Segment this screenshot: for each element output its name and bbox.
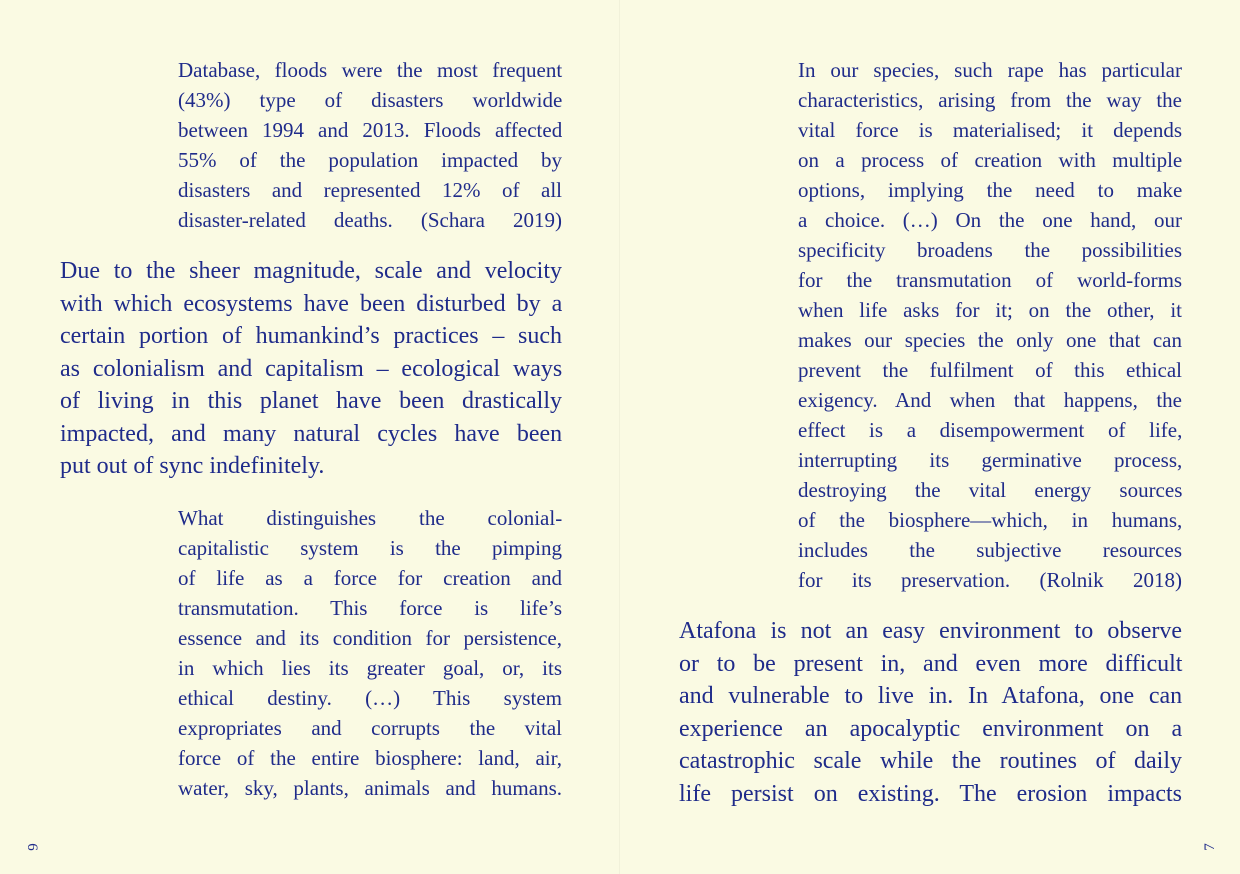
quote-line: includes the subjective resources — [798, 538, 1182, 562]
paragraph-line: Due to the sheer magnitude, scale and velocity — [60, 258, 562, 284]
quote-line: What distinguishes the colonial- — [178, 506, 563, 530]
block-quote-schara — [178, 55, 562, 235]
body-paragraph-atafona — [679, 615, 1182, 810]
paragraph-line: or to be present in, and even more difficult — [679, 650, 1183, 677]
page-number-left: 6 — [24, 843, 40, 851]
quote-line: when life asks for it; on the other, it — [798, 298, 1182, 322]
quote-line: disaster-related deaths. (Schara 2019) — [178, 208, 562, 232]
paragraph-line: life persist on existing. The erosion impacts — [679, 780, 1182, 807]
quote-line: Database, floods were the most frequent — [178, 58, 563, 82]
quote-line: on a process of creation with multiple — [798, 148, 1183, 172]
paragraph-line: of living in this planet have been drastically — [60, 388, 562, 414]
quote-line: effect is a disempowerment of life, — [798, 418, 1183, 442]
quote-line: interrupting its germinative process, — [798, 448, 1183, 472]
quote-line: for the transmutation of world-forms — [798, 268, 1183, 292]
quote-line: of life as a force for creation and — [178, 566, 562, 590]
quote-line: essence and its condition for persistence, — [178, 626, 562, 650]
paragraph-line: impacted, and many natural cycles have been — [60, 420, 563, 447]
body-paragraph-magnitude — [60, 255, 562, 483]
quote-line: In our species, such rape has particular — [798, 58, 1182, 82]
quote-line: specificity broadens the possibilities — [798, 238, 1183, 262]
paragraph-line: experience an apocalyptic environment on a — [679, 715, 1183, 742]
quote-line: destroying the vital energy sources — [798, 478, 1183, 502]
quote-line: options, implying the need to make — [798, 178, 1183, 202]
right-page — [620, 0, 1240, 874]
quote-line: between 1994 and 2013. Floods affected — [178, 118, 563, 142]
quote-line: characteristics, arising from the way the — [798, 88, 1182, 112]
quote-line: disasters and represented 12% of all — [178, 178, 562, 202]
quote-line: expropriates and corrupts the vital — [178, 716, 562, 740]
quote-line: vital force is materialised; it depends — [798, 118, 1182, 142]
paragraph-line: catastrophic scale while the routines of daily — [679, 748, 1182, 774]
block-quote-colonial-capitalistic — [178, 503, 562, 803]
paragraph-line: certain portion of humankind’s practices – such — [60, 323, 562, 349]
quote-line: exigency. And when that happens, the — [798, 388, 1182, 412]
quote-line: of the biosphere—which, in humans, — [798, 508, 1183, 532]
page-number-right: 7 — [1202, 843, 1218, 851]
quote-line: force of the entire biosphere: land, air, — [178, 746, 563, 770]
paragraph-line: put out of sync indefinitely. — [60, 453, 325, 479]
quote-line: water, sky, plants, animals and humans. — [178, 776, 562, 800]
paragraph-line: and vulnerable to live in. In Atafona, one can — [679, 683, 1183, 709]
quote-line: a choice. (…) On the one hand, our — [798, 208, 1182, 232]
paragraph-line: Atafona is not an easy environment to observe — [679, 618, 1182, 644]
paragraph-line: with which ecosystems have been disturbed by a — [60, 290, 563, 317]
quote-line: prevent the fulfilment of this ethical — [798, 358, 1182, 382]
quote-line: 55% of the population impacted by — [178, 148, 562, 172]
block-quote-rolnik — [798, 55, 1182, 595]
quote-line: makes our species the only one that can — [798, 328, 1182, 352]
quote-line: ethical destiny. (…) This system — [178, 686, 562, 710]
quote-line: capitalistic system is the pimping — [178, 536, 562, 560]
quote-line: in which lies its greater goal, or, its — [178, 656, 562, 680]
paragraph-line: as colonialism and capitalism – ecological ways — [60, 355, 563, 382]
quote-line: transmutation. This force is life’s — [178, 596, 562, 620]
quote-line: (43%) type of disasters worldwide — [178, 88, 563, 112]
quote-line: for its preservation. (Rolnik 2018) — [798, 568, 1182, 592]
